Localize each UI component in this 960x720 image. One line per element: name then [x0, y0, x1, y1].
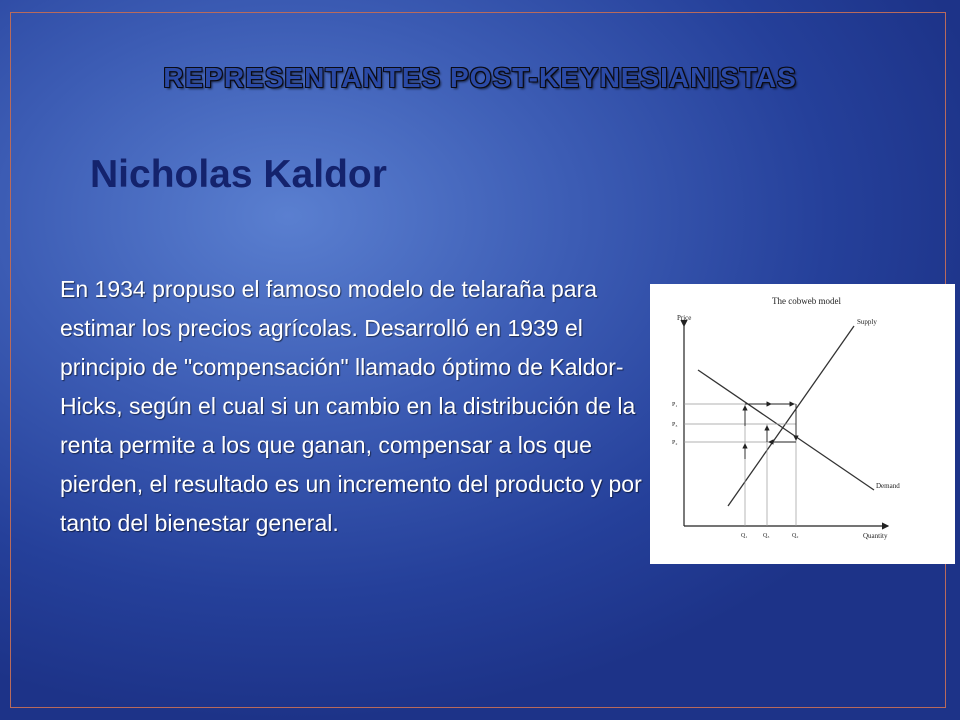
supply-label: Supply: [857, 318, 877, 326]
slide-body-text: En 1934 propuso el famoso modelo de telaraña para estimar los precios agrícolas. Desarrolló en 1939 el principio de "compensación" llamado óptimo de Kaldor-Hicks, según el cual si un cambio en la distribución de la renta permite a los que ganan, compensar a los que pierden, el resultado es un incremento del producto y por tanto del bienestar general.: [60, 276, 642, 536]
demand-curve: [698, 370, 874, 490]
supply-curve: [728, 326, 854, 506]
slide-title: REPRESENTANTES POST-KEYNESIANISTAS: [163, 62, 797, 93]
cobweb-model-figure: [650, 284, 955, 564]
demand-label: Demand: [876, 482, 900, 490]
price-label-p3: P₃: [672, 422, 678, 428]
slide-subtitle: Nicholas Kaldor: [90, 153, 387, 196]
x-axis-label: Quantity: [863, 532, 888, 540]
y-axis-label: Price: [677, 314, 692, 322]
quantity-label-q2: Q₂: [792, 533, 799, 539]
price-label-p1: P₁: [672, 402, 678, 408]
quantity-label-q3: Q₃: [763, 533, 770, 539]
price-label-p2: P₂: [672, 440, 678, 446]
cobweb-diagram: [650, 284, 955, 564]
figure-title: The cobweb model: [772, 296, 841, 306]
quantity-label-q1: Q₁: [741, 533, 748, 539]
